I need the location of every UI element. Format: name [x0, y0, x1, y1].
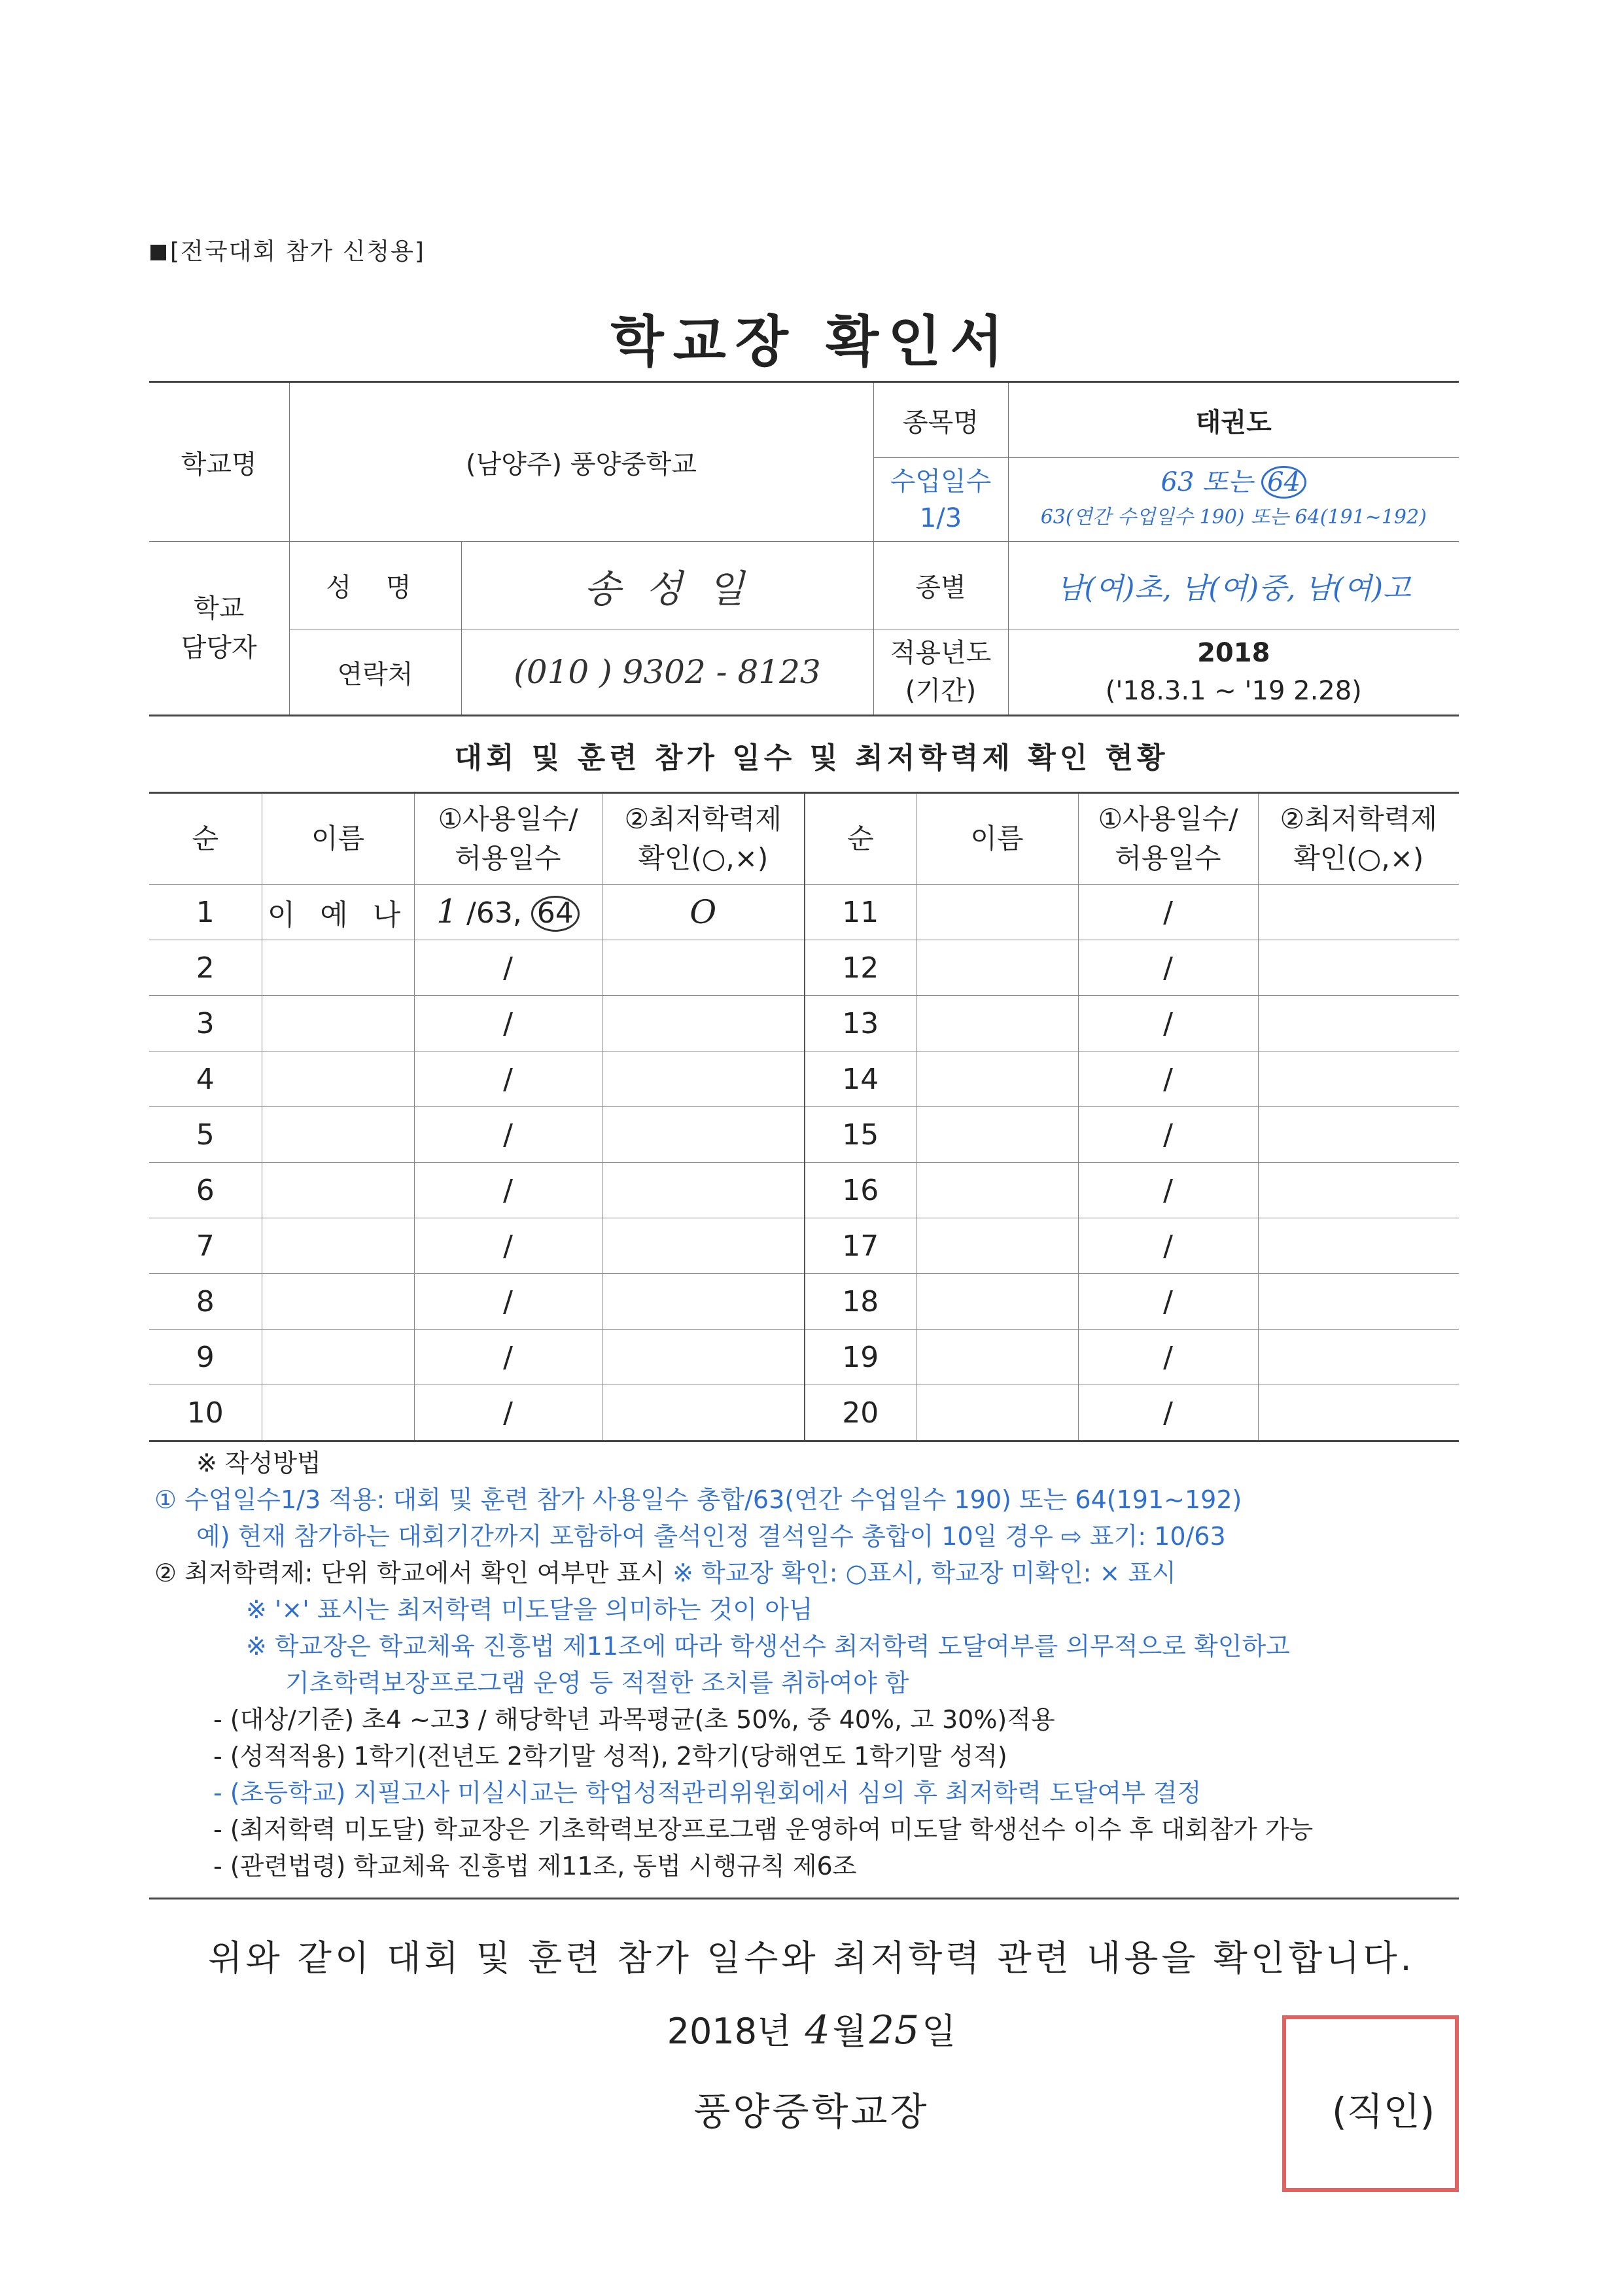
row-check: [602, 1107, 805, 1163]
event-label: 종목명: [873, 382, 1008, 458]
principal-title: 풍양중학교장: [693, 2089, 930, 2134]
row-name: [916, 1163, 1078, 1218]
row-check: [602, 1385, 805, 1441]
row-name: [916, 1218, 1078, 1274]
row-check: [602, 1163, 805, 1218]
header-name: 이름: [916, 793, 1078, 885]
row-name: [916, 1385, 1078, 1441]
header-check: ②최저학력제 확인(○,×): [602, 793, 805, 885]
note-7: - (초등학교) 지필고사 미실시교는 학업성적관리위원회에서 심의 후 최저학력 도달여부 결정: [213, 1778, 1202, 1807]
class-days-label: 수업일수 1/3: [873, 458, 1008, 542]
row-check: [1258, 1218, 1459, 1274]
table-row: [149, 1218, 1459, 1274]
row-name: [916, 1274, 1078, 1330]
row-days: /: [414, 1163, 602, 1218]
row-check: [1258, 1163, 1459, 1218]
year-value: 2018 ('18.3.1 ~ '19 2.28): [1008, 629, 1459, 716]
table-row: [149, 1385, 1459, 1441]
row-check: [602, 940, 805, 996]
document-title: 학교장 확인서: [610, 309, 1013, 374]
row-no: 11: [805, 885, 916, 940]
row-no: 13: [805, 996, 916, 1051]
row-days: /: [414, 1051, 602, 1107]
table-row: [149, 1330, 1459, 1385]
row-name: [262, 940, 414, 996]
row-check: [1258, 885, 1459, 940]
row-no: 12: [805, 940, 916, 996]
row-days: /: [414, 1218, 602, 1274]
note-1-example: 예) 현재 참가하는 대회기간까지 포함하여 출석인정 결석일수 총합이 10일 경우 ⇨ 표기: 10/63: [196, 1522, 1226, 1551]
row-no: 15: [805, 1107, 916, 1163]
school-label: 학교명: [149, 382, 289, 542]
contact-value: (010 ) 9302 - 8123: [461, 629, 873, 716]
manager-name: 송 성 일: [461, 542, 873, 629]
row-no: 10: [149, 1385, 262, 1441]
note-5: - (대상/기준) 초4 ~고3 / 해당학년 과목평균(초 50%, 중 40%, 고 30%)적용: [213, 1705, 1055, 1734]
row-days: /: [414, 1385, 602, 1441]
row-check: [1258, 996, 1459, 1051]
seal-label: (직인): [1328, 2081, 1439, 2136]
table-row: [149, 1107, 1459, 1163]
row-no: 14: [805, 1051, 916, 1107]
row-name: [262, 1051, 414, 1107]
row-no: 5: [149, 1107, 262, 1163]
note-1: ① 수업일수1/3 적용: 대회 및 훈련 참가 사용일수 총합/63(연간 수업일수 190) 또는 64(191~192): [154, 1485, 1242, 1514]
row-check: [602, 1051, 805, 1107]
instructions: [154, 1445, 1476, 1884]
row-days: /: [1078, 1163, 1258, 1218]
note-4: ※ 학교장은 학교체육 진흥법 제11조에 따라 학생선수 최저학력 도달여부를 의무적으로 확인하고: [246, 1632, 1290, 1661]
event-value: 태권도: [1008, 382, 1459, 458]
row-no: 3: [149, 996, 262, 1051]
row-check: O: [602, 885, 805, 940]
row-name: [262, 1385, 414, 1441]
info-table: [149, 381, 1459, 716]
row-check: [602, 1218, 805, 1274]
row-no: 6: [149, 1163, 262, 1218]
row-name: [916, 1107, 1078, 1163]
row-no: 18: [805, 1274, 916, 1330]
table-row: [149, 885, 1459, 940]
row-check: [602, 996, 805, 1051]
row-name: [916, 885, 1078, 940]
row-days: 1 /63, 64: [414, 885, 602, 940]
row-name: [916, 940, 1078, 996]
row-no: 20: [805, 1385, 916, 1441]
row-days: /: [1078, 940, 1258, 996]
note-3: ※ '×' 표시는 최저학력 미도달을 의미하는 것이 아님: [246, 1595, 813, 1624]
row-days: /: [414, 1107, 602, 1163]
row-check: [1258, 1107, 1459, 1163]
school-value: (남양주) 풍양중학교: [289, 382, 873, 542]
row-days: /: [1078, 1107, 1258, 1163]
issue-date: 2018년 4월25일: [667, 2007, 956, 2053]
circled-64: 64: [531, 896, 580, 931]
note-8: - (최저학력 미도달) 학교장은 기초학력보장프로그램 운영하여 미도달 학생선수 이수 후 대회참가 가능: [213, 1815, 1314, 1844]
row-check: [1258, 1051, 1459, 1107]
row-name: 이 예 나: [262, 885, 414, 940]
section-title: 대회 및 훈련 참가 일수 및 최저학력제 확인 현황: [454, 741, 1169, 775]
header-no: 순: [805, 793, 916, 885]
row-name: [262, 996, 414, 1051]
header-days: ①사용일수/ 허용일수: [414, 793, 602, 885]
divider: [149, 1898, 1459, 1899]
row-no: 17: [805, 1218, 916, 1274]
row-days: /: [1078, 1218, 1258, 1274]
note-6: - (성적적용) 1학기(전년도 2학기말 성적), 2학기(당해연도 1학기말 성적): [213, 1742, 1007, 1771]
manager-label: 학교 담당자: [149, 542, 289, 716]
row-name: [262, 1330, 414, 1385]
header-name: 이름: [262, 793, 414, 885]
square-bullet-icon: [150, 245, 166, 260]
row-days: /: [1078, 1330, 1258, 1385]
table-row: [149, 1051, 1459, 1107]
row-days: /: [414, 940, 602, 996]
note-9: - (관련법령) 학교체육 진흥법 제11조, 동법 시행규칙 제6조: [213, 1852, 857, 1881]
gender-value: 남(여)초, 남(여)중, 남(여)고: [1008, 542, 1459, 629]
circled-64: 64: [1261, 466, 1306, 499]
row-days: /: [1078, 885, 1258, 940]
participants-table: [149, 792, 1459, 1442]
row-no: 4: [149, 1051, 262, 1107]
row-name: [262, 1274, 414, 1330]
note-2: ② 최저학력제: 단위 학교에서 확인 여부만 표시 ※ 학교장 확인: ○표시, 학교장 미확인: × 표시: [154, 1559, 1176, 1587]
row-no: 1: [149, 885, 262, 940]
header-check: ②최저학력제 확인(○,×): [1258, 793, 1459, 885]
row-days: /: [414, 1330, 602, 1385]
row-name: [916, 1051, 1078, 1107]
year-label: 적용년도 (기간): [873, 629, 1008, 716]
row-name: [262, 1218, 414, 1274]
row-days: /: [414, 1274, 602, 1330]
row-days: /: [1078, 1274, 1258, 1330]
row-name: [916, 996, 1078, 1051]
row-name: [262, 1107, 414, 1163]
table-row: [149, 940, 1459, 996]
table-row: [149, 1163, 1459, 1218]
gender-label: 종별: [873, 542, 1008, 629]
row-days: /: [1078, 996, 1258, 1051]
row-check: [1258, 1274, 1459, 1330]
header-days: ①사용일수/ 허용일수: [1078, 793, 1258, 885]
row-no: 8: [149, 1274, 262, 1330]
row-no: 19: [805, 1330, 916, 1385]
form-tag: [전국대회 참가 신청용]: [150, 233, 425, 266]
row-check: [1258, 1385, 1459, 1441]
table-row: [149, 1274, 1459, 1330]
row-no: 9: [149, 1330, 262, 1385]
row-name: [262, 1163, 414, 1218]
row-days: /: [1078, 1385, 1258, 1441]
row-no: 2: [149, 940, 262, 996]
row-check: [602, 1330, 805, 1385]
class-days-value: 63 또는 64 63(연간 수업일수 190) 또는 64(191~192): [1008, 458, 1459, 542]
row-check: [602, 1274, 805, 1330]
table-row: [149, 996, 1459, 1051]
note-4-cont: 기초학력보장프로그램 운영 등 적절한 조치를 취하여야 함: [285, 1669, 909, 1697]
confirmation-statement: 위와 같이 대회 및 훈련 참가 일수와 최저학력 관련 내용을 확인합니다.: [208, 1937, 1415, 1979]
header-no: 순: [149, 793, 262, 885]
row-check: [1258, 1330, 1459, 1385]
row-days: /: [1078, 1051, 1258, 1107]
row-check: [1258, 940, 1459, 996]
row-no: 7: [149, 1218, 262, 1274]
notes-heading: ※ 작성방법: [196, 1449, 321, 1477]
row-name: [916, 1330, 1078, 1385]
row-no: 16: [805, 1163, 916, 1218]
row-days: /: [414, 996, 602, 1051]
name-label: 성 명: [289, 542, 461, 629]
contact-label: 연락처: [289, 629, 461, 716]
